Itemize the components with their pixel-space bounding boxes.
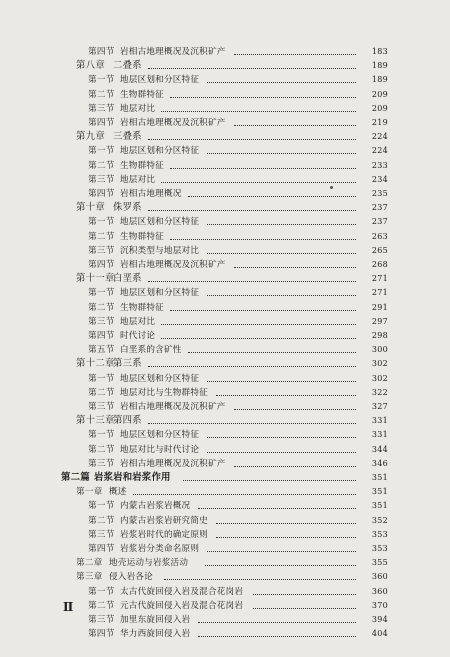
toc-entry-page: 233 (371, 160, 388, 170)
toc-entry-label: 第四节 (88, 260, 115, 270)
toc-entry-title: 内蒙古岩浆岩概况 (120, 501, 191, 512)
dot-leader (164, 578, 356, 580)
toc-entry-page: 263 (371, 231, 388, 241)
ink-smudge (330, 186, 333, 189)
toc-entry-label: 第一节 (88, 217, 115, 228)
toc-entry-title: 地层对比 (120, 103, 156, 114)
toc-entry (0, 73, 450, 87)
toc-entry-title: 岩浆岩分类命名原则 (120, 544, 200, 554)
toc-entry-label: 第三节 (88, 615, 115, 625)
toc-entry (0, 215, 450, 229)
dot-leader (207, 436, 356, 438)
toc-entry-page: 353 (371, 529, 388, 539)
toc-entry-label: 第二篇 (61, 472, 91, 483)
toc-entry-title: 地层区划和分区特征 (120, 288, 200, 299)
toc-entry-title: 太古代旋回侵入岩及混合花岗岩 (120, 586, 244, 597)
dot-leader (207, 380, 356, 382)
toc-entry-title: 岩相古地理概况及沉积矿产 (120, 458, 226, 469)
toc-entry-label: 第一节 (88, 288, 115, 299)
toc-entry (0, 343, 450, 357)
toc-entry (0, 556, 450, 570)
toc-entry-label: 第四节 (88, 331, 115, 341)
toc-entry-title: 第四系 (113, 415, 142, 427)
toc-entry-label: 第三节 (88, 529, 115, 540)
toc-entry-title: 地层对比 (120, 316, 156, 327)
toc-entry (0, 173, 450, 187)
dot-leader (207, 81, 356, 83)
toc-entry-page: 331 (371, 416, 388, 426)
toc-entry (0, 329, 450, 343)
toc-entry-page: 360 (371, 586, 388, 596)
toc-entry-page: 404 (371, 629, 388, 639)
toc-entry-title: 概述 (109, 487, 127, 498)
toc-entry (0, 372, 450, 386)
toc-entry-label: 第一节 (88, 146, 115, 157)
toc-entry-title: 地层区划和分区特征 (120, 75, 200, 86)
toc-entry-label: 第三章 (76, 572, 103, 583)
toc-entry-title: 地层对比 (120, 174, 156, 185)
toc-entry-title: 岩相古地理概况及沉积矿产 (120, 118, 226, 128)
dot-leader (207, 550, 356, 552)
toc-entry-page: 355 (371, 558, 388, 568)
toc-entry-label: 第一节 (88, 373, 115, 384)
toc-entry (0, 144, 450, 158)
toc-entry-page: 322 (371, 387, 388, 397)
toc-entry (0, 627, 450, 641)
toc-entry (0, 542, 450, 556)
toc-entry-label: 第四节 (88, 189, 115, 199)
dot-leader (188, 351, 356, 353)
toc-entry-page: 351 (371, 501, 388, 511)
toc-entry (0, 386, 450, 400)
toc-entry-page: 360 (371, 572, 388, 582)
toc-entry-page: 327 (371, 402, 388, 411)
toc-entry-label: 第三节 (88, 103, 115, 114)
toc-entry (0, 315, 450, 329)
toc-entry-page: 183 (371, 47, 388, 56)
dot-leader (148, 138, 356, 140)
toc-entry-page: 235 (371, 189, 388, 198)
dot-leader (253, 593, 356, 595)
toc-entry-title: 三叠系 (113, 131, 142, 143)
dot-leader (161, 110, 356, 112)
dot-leader (161, 323, 356, 325)
toc-entry-title: 岩浆岩和岩浆作用 (94, 472, 171, 483)
toc-entry-label: 第二章 (76, 558, 103, 569)
toc-entry-label: 第二节 (88, 515, 115, 526)
toc-entry-label: 第二节 (88, 231, 115, 242)
toc-entry-page: 351 (371, 487, 388, 497)
toc-entry-page: 291 (371, 302, 388, 312)
dot-leader (170, 167, 356, 169)
toc-entry-label: 第四节 (88, 47, 115, 57)
dot-leader (234, 124, 356, 126)
toc-entry (0, 471, 450, 485)
toc-entry (0, 159, 450, 173)
dot-leader (148, 280, 356, 282)
toc-entry-page: 346 (371, 458, 388, 468)
toc-entry-page: 237 (371, 217, 388, 227)
toc-entry-page: 300 (371, 345, 388, 355)
toc-entry-page: 224 (371, 132, 388, 142)
toc-entry-title: 地壳运动与岩浆活动 (109, 558, 189, 569)
toc-entry-title: 侵入岩各论 (109, 572, 153, 583)
toc-entry-title: 第三系 (113, 358, 142, 370)
dot-leader (198, 621, 356, 623)
toc-entry (0, 59, 450, 73)
toc-entry-title: 白垩系的含矿性 (120, 345, 182, 356)
dot-leader (207, 294, 356, 296)
toc-entry-label: 第二节 (88, 444, 115, 455)
toc-entry-title: 生物群特征 (120, 89, 164, 100)
toc-entry-page: 189 (371, 75, 388, 85)
dot-leader (198, 635, 356, 637)
dot-leader (253, 607, 356, 609)
toc-entry-label: 第二节 (88, 600, 115, 611)
dot-leader (148, 365, 356, 367)
toc-entry-title: 岩浆岩时代的确定原则 (120, 529, 208, 540)
toc-entry-page: 219 (371, 118, 388, 127)
dot-leader (198, 507, 356, 509)
toc-entry-title: 时代讨论 (120, 331, 156, 341)
toc-entry-page: 344 (371, 444, 388, 454)
toc-entry (0, 613, 450, 627)
toc-entry (0, 258, 450, 272)
dot-leader (234, 408, 356, 410)
toc-entry-title: 二叠系 (113, 60, 142, 72)
toc-entry-title: 沉积类型与地层对比 (120, 245, 200, 256)
dot-leader (207, 252, 356, 254)
toc-entry-label: 第二节 (88, 302, 115, 313)
dot-leader (234, 465, 356, 467)
dot-leader (188, 195, 356, 197)
toc-entry (0, 443, 450, 457)
dot-leader (234, 266, 356, 268)
toc-entry-label: 第二节 (88, 387, 115, 398)
toc-entry-page: 209 (371, 103, 388, 113)
toc-entry (0, 187, 450, 201)
toc-entry-label: 第十一章 (76, 273, 115, 285)
toc-entry-title: 岩相古地理概况及沉积矿产 (120, 260, 226, 270)
toc-entry-page: 394 (371, 615, 388, 624)
toc-entry (0, 414, 450, 428)
toc-entry-page: 352 (371, 515, 388, 525)
dot-leader (170, 309, 356, 311)
toc-entry (0, 528, 450, 542)
toc-entry-label: 第三节 (88, 174, 115, 185)
page-number: II (63, 600, 73, 614)
toc-entry-label: 第一节 (88, 586, 115, 597)
toc-entry-page: 271 (371, 288, 388, 298)
dot-leader (234, 53, 356, 55)
toc-entry (0, 585, 450, 599)
toc-entry-label: 第三节 (88, 316, 115, 327)
toc-entry-page: 370 (371, 600, 388, 610)
toc-entry (0, 230, 450, 244)
toc-entry-page: 265 (371, 245, 388, 255)
toc-entry (0, 102, 450, 116)
toc-entry (0, 272, 450, 286)
toc-entry-page: 271 (371, 274, 388, 284)
toc-entry (0, 499, 450, 513)
toc-entry (0, 45, 450, 59)
toc-entry-page: 237 (371, 203, 388, 213)
toc-entry-page: 234 (371, 174, 388, 184)
toc-entry-title: 生物群特征 (120, 302, 164, 313)
dot-leader (133, 493, 356, 495)
toc-entry-label: 第十章 (76, 202, 106, 214)
toc-entry-title: 岩相古地理概况 (120, 189, 182, 199)
dot-leader (207, 152, 356, 154)
toc-entry-title: 岩相古地理概况及沉积矿产 (120, 47, 226, 57)
toc-entry (0, 357, 450, 371)
toc-entry-page: 209 (371, 89, 388, 99)
toc-entry-page: 302 (371, 359, 388, 369)
toc-entry-title: 生物群特征 (120, 231, 164, 242)
toc-entry-title: 侏罗系 (113, 202, 142, 214)
toc-entry-title: 地层区划和分区特征 (120, 146, 200, 157)
dot-leader (216, 394, 356, 396)
toc-entry-label: 第二节 (88, 160, 115, 171)
dot-leader (170, 238, 356, 240)
toc-entry-title: 生物群特征 (120, 160, 164, 171)
dot-leader (148, 422, 356, 424)
toc-entry-page: 353 (371, 544, 388, 553)
toc-entry-page: 331 (371, 430, 388, 440)
toc-entry-page: 224 (371, 146, 388, 156)
dot-leader (148, 67, 356, 69)
toc-entry (0, 130, 450, 144)
toc-entry (0, 514, 450, 528)
toc-entry-title: 加里东旋回侵入岩 (120, 615, 191, 625)
toc-entry-page: 298 (371, 331, 388, 340)
toc-entry-title: 地层区划和分区特征 (120, 430, 200, 441)
toc-entry (0, 400, 450, 414)
toc-entry (0, 570, 450, 584)
toc-entry-title: 岩相古地理概况及沉积矿产 (120, 402, 226, 412)
toc-entry (0, 286, 450, 300)
toc-entry (0, 457, 450, 471)
toc-entry (0, 244, 450, 258)
dot-leader (161, 337, 356, 339)
toc-entry-label: 第十二章 (76, 358, 115, 370)
toc-entry-title: 白垩系 (113, 273, 142, 285)
toc-entry (0, 428, 450, 442)
toc-entry-label: 第一节 (88, 75, 115, 86)
toc-entry (0, 485, 450, 499)
toc-entry (0, 201, 450, 215)
toc-entry-page: 302 (371, 373, 388, 383)
toc-entry-page: 351 (371, 473, 388, 482)
toc-entry-title: 内蒙古岩浆岩研究简史 (120, 515, 208, 526)
dot-leader (216, 536, 356, 538)
toc-entry-title: 地层区划和分区特征 (120, 217, 200, 228)
toc-entry-title: 元古代旋回侵入岩及混合花岗岩 (120, 600, 244, 611)
dot-leader (207, 451, 356, 453)
toc-entry-title: 地层对比与时代讨论 (120, 444, 200, 455)
dot-leader (183, 479, 356, 481)
dot-leader (148, 209, 356, 211)
toc-entry-title: 地层对比与生物群特征 (120, 387, 208, 398)
toc-entry-label: 第四节 (88, 118, 115, 128)
toc-entry-label: 第四节 (88, 629, 115, 640)
dot-leader (161, 181, 356, 183)
toc-entry-label: 第九章 (76, 131, 106, 143)
toc-entry-title: 华力西旋回侵入岩 (120, 629, 191, 640)
toc-entry-label: 第三节 (88, 245, 115, 256)
toc-entry (0, 116, 450, 130)
toc-entry-page: 268 (371, 260, 388, 269)
toc-entry-label: 第十三章 (76, 415, 115, 427)
toc-entry-label: 第一节 (88, 430, 115, 441)
dot-leader (207, 223, 356, 225)
dot-leader (216, 522, 356, 524)
dot-leader (205, 564, 356, 566)
toc-entry-page: 297 (371, 316, 388, 326)
toc-entry-label: 第四节 (88, 544, 115, 554)
toc-entry (0, 88, 450, 102)
toc-entry-label: 第二节 (88, 89, 115, 100)
dot-leader (170, 96, 356, 98)
toc-entry (0, 301, 450, 315)
toc-entry-page: 189 (371, 61, 388, 71)
toc-entry-title: 地层区划和分区特征 (120, 373, 200, 384)
toc-entry-label: 第五节 (88, 345, 115, 356)
toc-entry-label: 第三节 (88, 458, 115, 469)
toc-entry-label: 第八章 (76, 60, 106, 72)
toc-entry-label: 第一章 (76, 487, 103, 498)
toc-entry-label: 第一节 (88, 501, 115, 512)
toc-entry-label: 第三节 (88, 402, 115, 412)
